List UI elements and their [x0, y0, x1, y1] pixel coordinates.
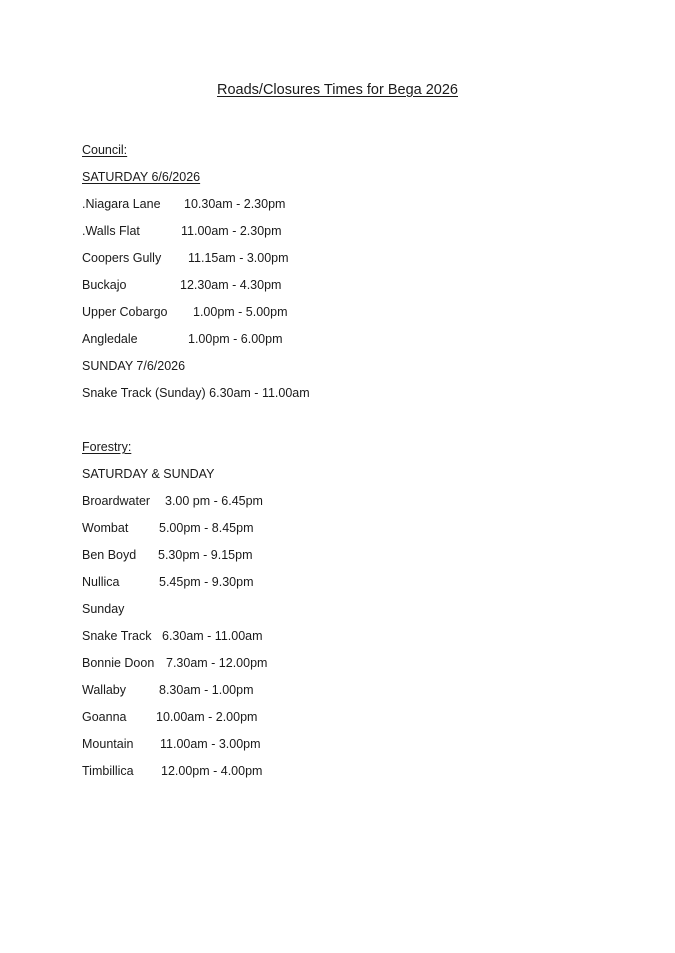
council-row-coopers-gully — [82, 250, 289, 266]
forestry-row-wallaby — [82, 682, 254, 698]
road-name: Wombat — [82, 521, 129, 535]
forestry-row-bonnie-doon — [82, 655, 268, 671]
page-title: Roads/Closures Times for Bega 2026 — [217, 82, 458, 98]
closure-time: 5.45pm - 9.30pm — [159, 575, 254, 589]
closure-time: 10.00am - 2.00pm — [156, 710, 258, 724]
closure-time: 8.30am - 1.00pm — [159, 683, 254, 697]
road-name: .Niagara Lane — [82, 197, 161, 211]
closure-time: 12.00pm - 4.00pm — [161, 764, 263, 778]
council-row-snake-track: Snake Track (Sunday) 6.30am - 11.00am — [82, 386, 310, 400]
closure-time: 5.00pm - 8.45pm — [159, 521, 254, 535]
road-name: Broardwater — [82, 494, 151, 508]
road-name: Snake Track — [82, 629, 152, 643]
closure-time: 5.30pm - 9.15pm — [158, 548, 253, 562]
forestry-row-broardwater — [82, 493, 263, 509]
forestry-sunday-label: Sunday — [82, 602, 125, 616]
council-row-walls-flat — [82, 223, 282, 239]
forestry-row-nullica — [82, 574, 254, 590]
road-name: Wallaby — [82, 683, 126, 697]
closure-time: 6.30am - 11.00am — [162, 629, 263, 643]
council-sunday-label: SUNDAY 7/6/2026 — [82, 359, 186, 373]
closure-time: 11.00am - 2.30pm — [181, 224, 282, 238]
road-name: Buckajo — [82, 278, 127, 292]
forestry-row-timbillica — [82, 763, 263, 779]
council-row-angledale — [82, 331, 283, 347]
forestry-heading: Forestry: — [82, 440, 132, 454]
closure-time: 7.30am - 12.00pm — [166, 656, 268, 670]
road-name: Timbillica — [82, 764, 134, 778]
road-name: Nullica — [82, 575, 120, 589]
forestry-weekend-label: SATURDAY & SUNDAY — [82, 467, 215, 481]
closure-time: 1.00pm - 5.00pm — [193, 305, 288, 319]
closure-time: 3.00 pm - 6.45pm — [165, 494, 263, 508]
closure-time: 11.15am - 3.00pm — [188, 251, 289, 265]
road-name: Angledale — [82, 332, 138, 346]
forestry-row-mountain — [82, 736, 261, 752]
road-name: .Walls Flat — [82, 224, 140, 238]
forestry-row-snake-track — [82, 628, 263, 644]
road-name: Goanna — [82, 710, 127, 724]
closure-time: 12.30am - 4.30pm — [180, 278, 282, 292]
council-row-niagara-lane — [82, 196, 286, 212]
road-name: Upper Cobargo — [82, 305, 168, 319]
forestry-row-goanna — [82, 709, 258, 725]
council-heading: Council: — [82, 143, 128, 157]
closure-time: 1.00pm - 6.00pm — [188, 332, 283, 346]
road-name: Coopers Gully — [82, 251, 162, 265]
closure-time: 10.30am - 2.30pm — [184, 197, 286, 211]
council-row-buckajo — [82, 277, 282, 293]
road-name: Bonnie Doon — [82, 656, 155, 670]
council-row-upper-cobargo — [82, 304, 288, 320]
council-saturday-label: SATURDAY 6/6/2026 — [82, 170, 201, 184]
closure-time: 11.00am - 3.00pm — [160, 737, 261, 751]
forestry-row-wombat — [82, 520, 254, 536]
road-name: Ben Boyd — [82, 548, 137, 562]
road-name: Mountain — [82, 737, 134, 751]
forestry-row-ben-boyd — [82, 547, 253, 563]
